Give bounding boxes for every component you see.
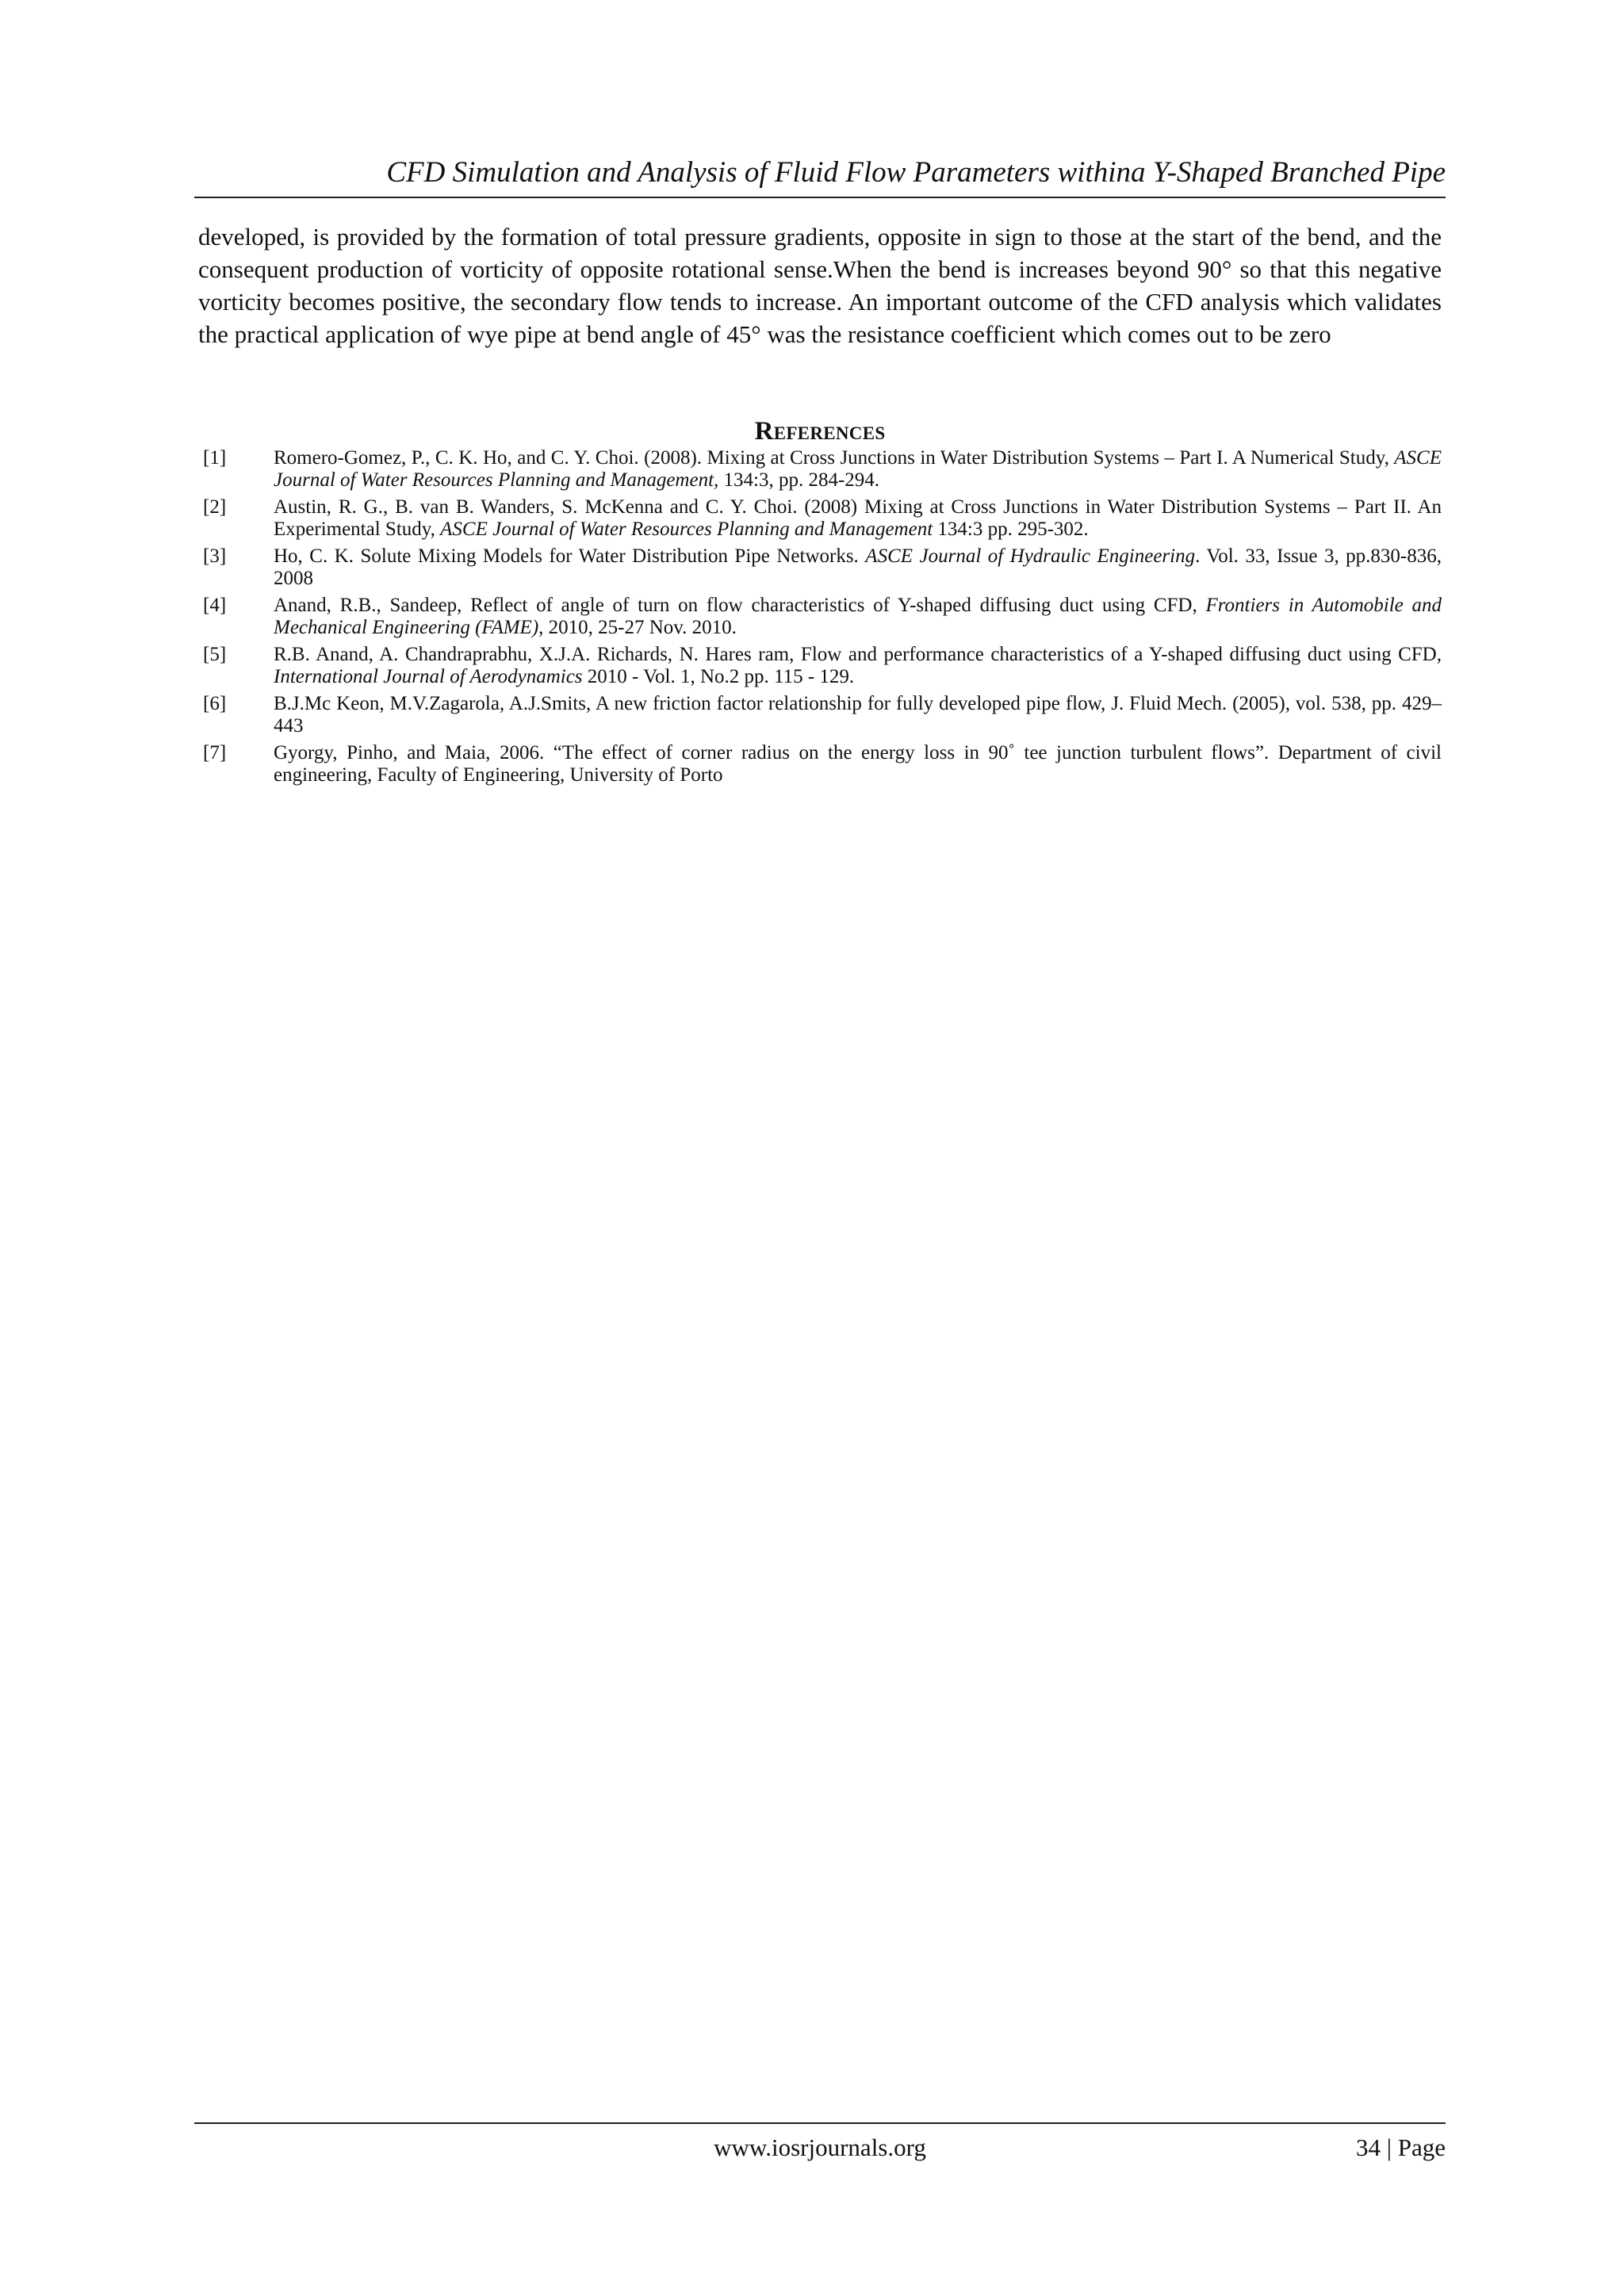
reference-number: [2] <box>203 496 227 518</box>
reference-item <box>198 496 1442 541</box>
reference-text <box>274 693 1442 737</box>
reference-journal: , International Journal of Aerodynamics <box>274 644 1442 687</box>
reference-text-part: B.J.Mc Keon, M.V.Zagarola, A.J.Smits, A new friction factor relationship for fully developed pipe flow, J. Fluid Mech. (2005), vol. 538, pp. 429–443 <box>274 693 1442 737</box>
page-footer <box>194 2122 1446 2161</box>
reference-text <box>274 545 1442 590</box>
reference-text-part: Austin, R. G., B. van B. Wanders, S. McKenna and C. Y. Choi. (2008) Mixing at Cross Junctions in Water Distribution Systems – Part II. An Experimental Study, <box>274 496 1442 540</box>
reference-text-part: Anand, R.B., Sandeep, Reflect of angle of turn on flow characteristics of Y-shaped diffusing duct using CFD, <box>274 595 1206 616</box>
reference-number: [6] <box>203 693 227 714</box>
reference-text-part: Romero-Gomez, P., C. K. Ho, and C. Y. Choi. (2008). Mixing at Cross Junctions in Water Distribution Systems – Part I. A Numerical Study, <box>274 447 1395 469</box>
reference-text-part: Gyorgy, Pinho, and Maia, 2006. “The effect of corner radius on the energy loss in 90˚ tee junction turbulent flows”. Department of civil engineering, Faculty of Engineering, University of Porto <box>274 742 1442 786</box>
reference-item <box>198 742 1442 786</box>
reference-text <box>274 447 1442 492</box>
reference-journal: ASCE Journal of Water Resources Planning and Management, <box>274 447 1442 491</box>
reference-item <box>198 545 1442 590</box>
reference-journal: Frontiers in Automobile and Mechanical Engineering (FAME) <box>274 595 1442 638</box>
references-list <box>198 447 1442 791</box>
reference-item <box>198 447 1442 492</box>
reference-journal: ASCE Journal of Hydraulic Engineering <box>865 545 1196 567</box>
reference-text-part: 134:3 pp. 295-302. <box>933 519 1089 540</box>
reference-number: [3] <box>203 545 227 567</box>
reference-journal: ASCE Journal of Water Resources Planning and Management <box>440 519 933 540</box>
reference-text-part: 2010 - Vol. 1, No.2 pp. 115 - 129. <box>582 666 855 687</box>
running-title: CFD Simulation and Analysis of Fluid Flow Parameters withina Y-Shaped Branched Pipe <box>386 156 1446 189</box>
reference-item <box>198 693 1442 737</box>
reference-text <box>274 742 1442 786</box>
reference-item <box>198 595 1442 639</box>
reference-text-part: Ho, C. K. Solute Mixing Models for Water Distribution Pipe Networks. <box>274 545 866 567</box>
reference-text <box>274 496 1442 541</box>
body-paragraph: developed, is provided by the formation of total pressure gradients, opposite in sign to those at the start of the bend, and the consequent production of vorticity of opposite rotational sense.When the bend is increases beyond 90° so that this negative vorticity becomes positive, the secondary flow tends to increase. An important outcome of the CFD analysis which validates the practical application of wye pipe at bend angle of 45° was the resistance coefficient which comes out to be zero <box>198 223 1442 348</box>
footer-url: www.iosrjournals.org <box>714 2133 926 2161</box>
reference-number: [1] <box>203 447 227 469</box>
reference-number: [7] <box>203 742 227 763</box>
reference-number: [4] <box>203 595 227 616</box>
page-number: 34 | Page <box>1356 2133 1446 2161</box>
reference-text <box>274 644 1442 688</box>
reference-text-part: 134:3, pp. 284-294. <box>718 469 880 491</box>
reference-text-part: , 2010, 25-27 Nov. 2010. <box>538 617 737 638</box>
page-header <box>194 149 1446 198</box>
reference-number: [5] <box>203 644 227 665</box>
reference-item <box>198 644 1442 688</box>
references-heading: References <box>754 417 886 446</box>
reference-text <box>274 595 1442 639</box>
reference-text-part: . Vol. 33, Issue 3, pp.830-836, 2008 <box>274 545 1442 589</box>
reference-text-part: R.B. Anand, A. Chandraprabhu, X.J.A. Richards, N. Hares ram, Flow and performance characteristics of a Y-shaped diffusing duct using CFD <box>274 644 1437 665</box>
